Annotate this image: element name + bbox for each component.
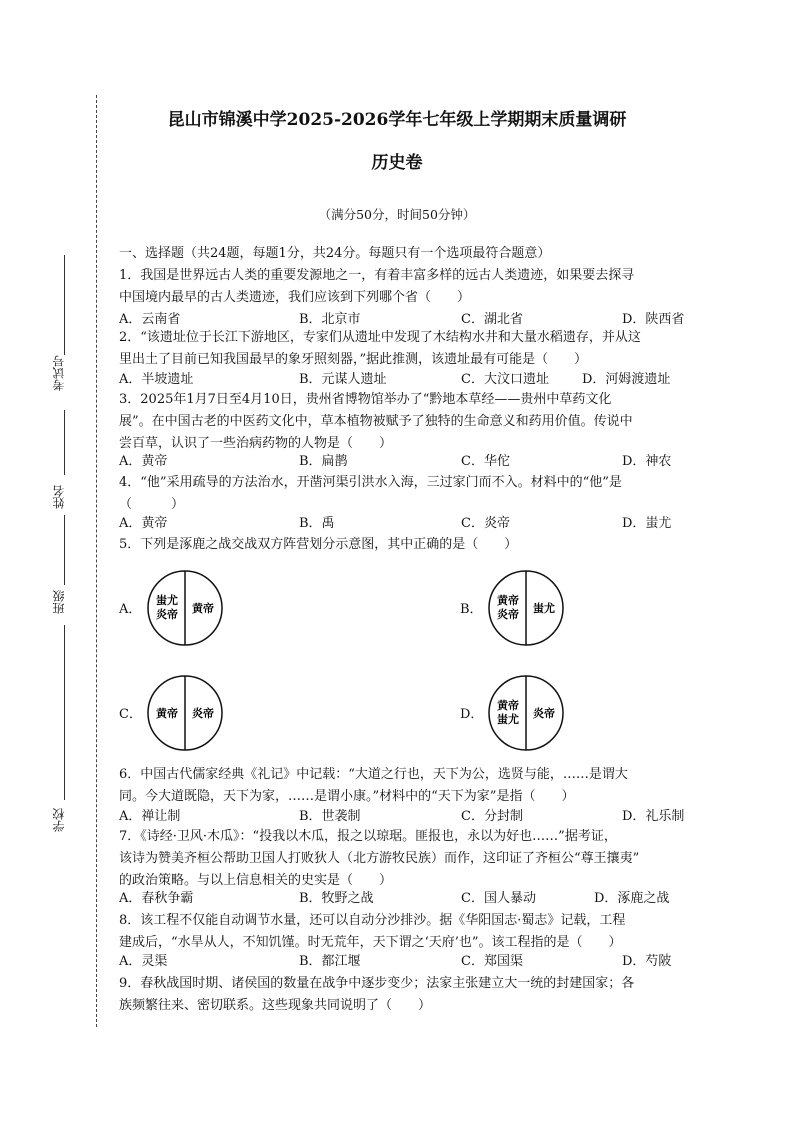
question-line: 6．中国古代儒家经典《礼记》中记载：“大道之行也，天下为公，选贤与能，……是谓大 (119, 767, 628, 782)
option-c[interactable]: C．郑国渠 (461, 954, 523, 969)
class-label: 班级 (52, 590, 66, 614)
camp-left-text-2: 炎帝 (497, 608, 519, 621)
question-8 (119, 910, 679, 954)
question-line: 9．春秋战国时期、诸侯国的数量在战争中逐步变少；法家主张建立大一统的封建国家；各 (119, 976, 635, 991)
question-2 (119, 327, 679, 371)
question-line: 2．“该遗址位于长江下游地区，专家们从遗址中发现了木结构水井和大量水稻遗存，并从这 (119, 330, 641, 345)
question-line: 同。今大道既隐，天下为家，……是谓小康。”材料中的“天下为家”是指（ ） (119, 789, 575, 804)
question-line: 8．该工程不仅能自动调节水量，还可以自动分沙排沙。据《华阳国志·蜀志》记载，工程 (119, 913, 626, 928)
question-line: 族频繁往来、密切联系。这些现象共同说明了（ ） (119, 998, 432, 1013)
camp-left-text-2: 炎帝 (156, 608, 178, 621)
option-d[interactable]: D．蚩尤 (622, 516, 672, 531)
option-b[interactable]: B．禹 (299, 516, 335, 531)
option-d[interactable]: D．神农 (622, 454, 672, 469)
question-8-options (119, 951, 679, 973)
option-a[interactable]: A．黄帝 (119, 454, 168, 469)
question-6-options (119, 806, 685, 828)
exam-title: 昆山市锦溪中学2025-2026学年七年级上学期期末质量调研 (167, 110, 627, 130)
school-line (64, 625, 65, 800)
option-c[interactable]: C．湖北省 (461, 312, 523, 327)
question-line: 3．2025年1月7日至4月10日，贵州省博物馆举办了“黔地本草经——贵州中草药文化 (119, 392, 612, 407)
option-a[interactable]: A．禅让制 (119, 809, 181, 824)
option-label: C． (119, 707, 142, 722)
option-a[interactable]: A．灵渠 (119, 954, 168, 969)
camp-right-text-1: 黄帝 (192, 602, 214, 615)
question-line: 尝百草，认识了一些治病药物的人物是（ ） (119, 436, 393, 451)
question-1 (119, 265, 679, 309)
question-line: 的政治策略。与以上信息相关的史实是（ ） (119, 873, 393, 888)
camp-left-text-1: 黄帝 (497, 699, 519, 712)
option-d[interactable]: D．芍陂 (622, 954, 672, 969)
option-a[interactable]: A．云南省 (119, 312, 181, 327)
question-4-options (119, 513, 679, 535)
option-b[interactable]: B．元谋人遗址 (299, 372, 387, 387)
school-field[interactable] (40, 625, 90, 765)
camp-circle-diagram (145, 673, 225, 753)
diagram-option-b[interactable] (460, 568, 630, 648)
camp-circle-diagram (145, 568, 225, 648)
question-5 (119, 534, 679, 556)
diagram-option-a[interactable] (119, 568, 289, 648)
option-label: A． (119, 602, 142, 617)
question-9 (119, 973, 679, 1017)
question-6 (119, 764, 679, 808)
camp-circle-diagram (486, 568, 566, 648)
question-line: （ ） (119, 497, 185, 512)
option-b[interactable]: B．都江堰 (299, 954, 361, 969)
camp-left-text-1: 黄帝 (497, 594, 519, 607)
question-2-options (119, 369, 679, 391)
question-line: 中国境内最早的古人类遗迹，我们应该到下列哪个省（ ） (119, 290, 471, 305)
option-b[interactable]: B．牧野之战 (299, 891, 374, 906)
question-3-options (119, 451, 679, 473)
question-7 (119, 826, 679, 892)
exam-subtitle: 历史卷 (371, 153, 423, 173)
option-a[interactable]: A．春秋争霸 (119, 891, 194, 906)
option-c[interactable]: C．华佗 (461, 454, 510, 469)
diagram-option-d[interactable] (460, 673, 630, 753)
camp-left-text-1: 蚩尤 (156, 594, 178, 607)
option-d[interactable]: D．礼乐制 (622, 809, 685, 824)
option-label: B． (460, 602, 483, 617)
question-7-options (119, 888, 679, 910)
camp-left-text-2: 蚩尤 (497, 713, 519, 726)
class-line (64, 515, 65, 585)
option-a[interactable]: A．半坡遗址 (119, 372, 194, 387)
exam-info: （满分50分，时间50分钟） (318, 207, 476, 222)
option-a[interactable]: A．黄帝 (119, 516, 168, 531)
camp-right-text-1: 炎帝 (192, 707, 214, 720)
camp-right-text-1: 炎帝 (533, 707, 555, 720)
school-label: 学校 (52, 808, 66, 832)
option-label: D． (460, 707, 484, 722)
option-b[interactable]: B．世袭制 (299, 809, 361, 824)
question-line: 里出土了目前已知我国最早的象牙照刻器，”据此推测，该遗址最有可能是（ ） (119, 352, 588, 367)
option-b[interactable]: B．扁鹊 (299, 454, 348, 469)
camp-right-text-1: 蚩尤 (533, 602, 555, 615)
option-d[interactable]: D．河姆渡遗址 (582, 372, 671, 387)
question-4 (119, 472, 679, 516)
name-label: 姓名 (52, 485, 66, 509)
exam-number-label: 考试号 (52, 355, 66, 391)
camp-circle-diagram (486, 673, 566, 753)
question-line: 7．《诗经·卫风·木瓜》：“投我以木瓜，报之以琼琚。匪报也，永以为好也……”据考证， (119, 829, 617, 844)
option-c[interactable]: C．炎帝 (461, 516, 510, 531)
option-c[interactable]: C．大汶口遗址 (461, 372, 549, 387)
option-d[interactable]: D．涿鹿之战 (594, 891, 670, 906)
question-line: 展”。在中国古老的中医药文化中，草本植物被赋予了独特的生命意义和药用价值。传说中 (119, 414, 633, 429)
binding-dashed-line (96, 95, 97, 1027)
question-line: 5．下列是涿鹿之战交战双方阵营划分示意图，其中正确的是（ ） (119, 537, 518, 552)
option-c[interactable]: C．国人暴动 (461, 891, 536, 906)
question-line: 4．“他”采用疏导的方法治水，开凿河渠引洪水入海，三过家门而不入。材料中的“他”是 (119, 475, 622, 490)
section-heading: 一、选择题（共24题，每题1分，共24分。每题只有一个选项最符合题意） (119, 246, 551, 261)
name-line (64, 410, 65, 475)
option-b[interactable]: B．北京市 (299, 312, 361, 327)
camp-left-text-1: 黄帝 (156, 707, 178, 720)
diagram-option-c[interactable] (119, 673, 289, 753)
exam-number-line (64, 255, 65, 355)
question-line: 1．我国是世界远古人类的重要发源地之一，有着丰富多样的远古人类遗迹，如果要去探寻 (119, 268, 635, 283)
question-3 (119, 389, 679, 455)
option-d[interactable]: D．陕西省 (622, 312, 685, 327)
option-c[interactable]: C．分封制 (461, 809, 523, 824)
question-line: 建成后，“水旱从人，不知饥馑。时无荒年，天下谓之‘天府’也”。该工程指的是（ ） (119, 935, 622, 950)
question-line: 该诗为赞美齐桓公帮助卫国人打败狄人（北方游牧民族）而作，这印证了齐桓公“尊王攘夷” (119, 851, 640, 866)
